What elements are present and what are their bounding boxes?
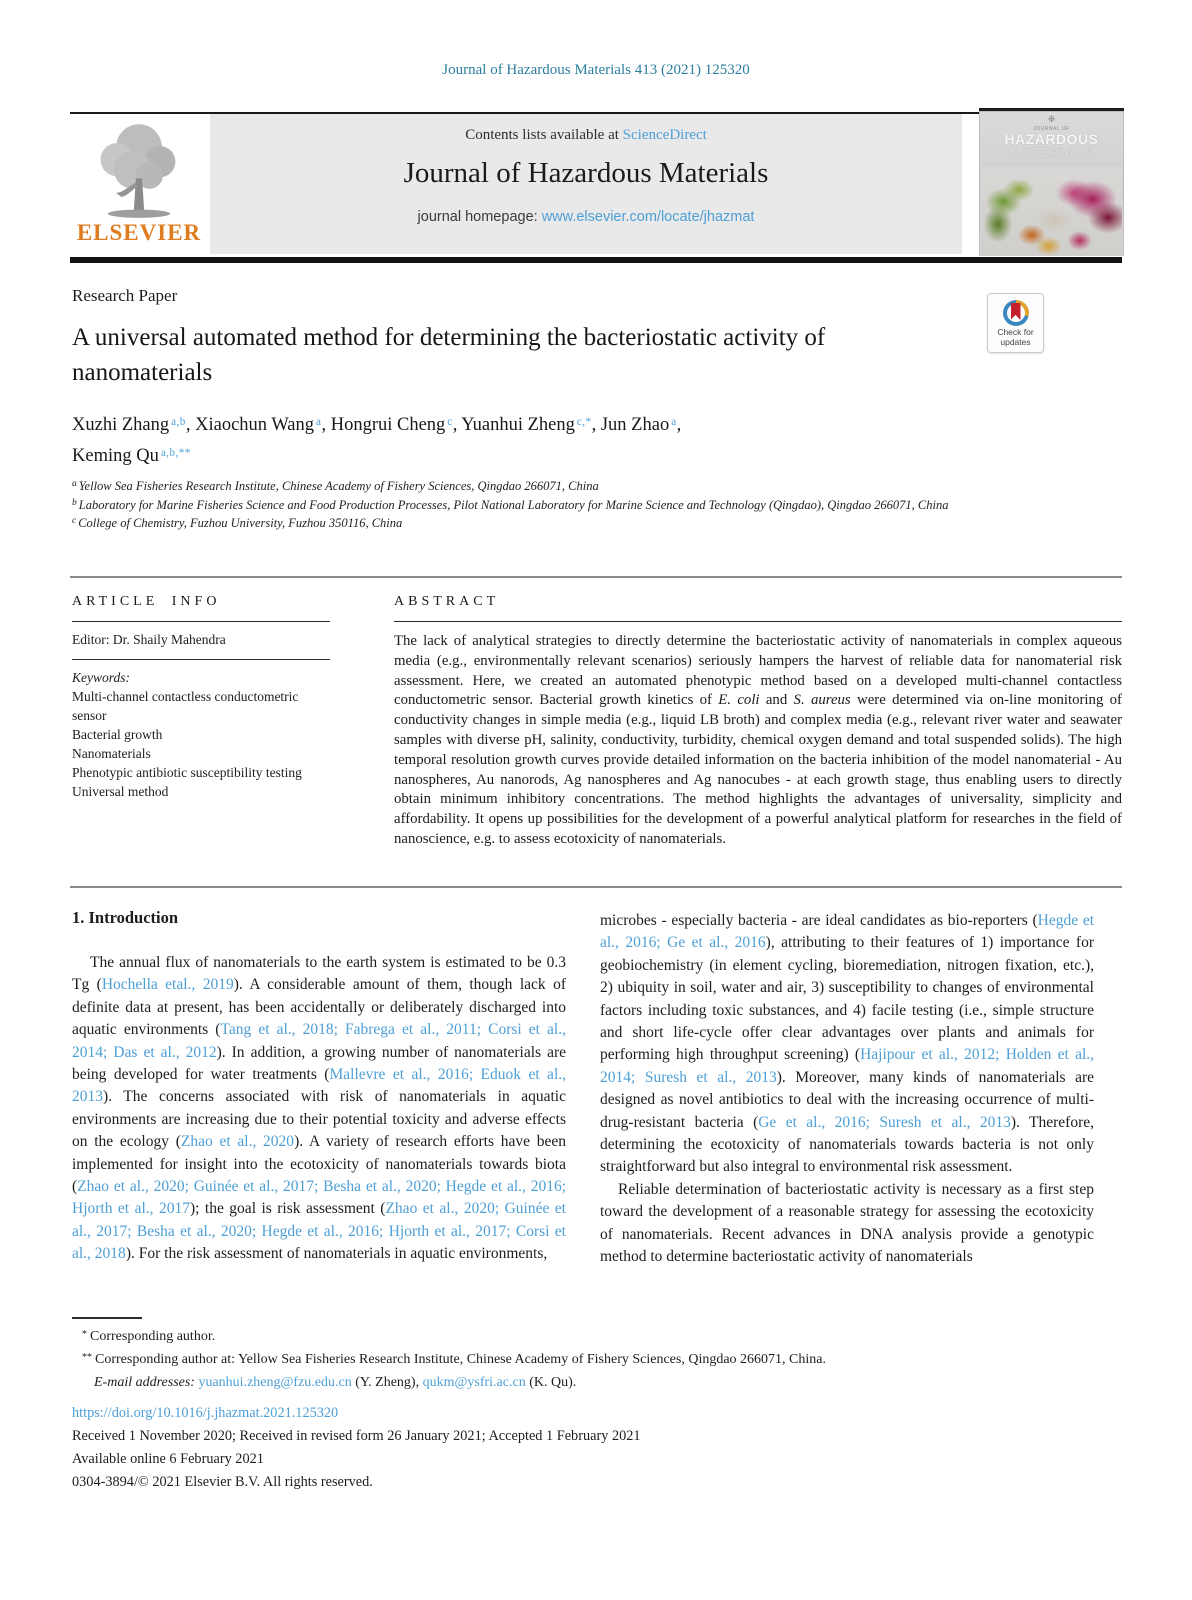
footnote-emails (72, 1372, 992, 1394)
affiliation-text: Laboratory for Marine Fisheries Science and Food Production Processes, Pilot National Laboratory for Marine Science and Technology (Qingdao), Qingdao 266071, China (78, 497, 949, 512)
text-link[interactable]: Zhao et al., 2020; Guinée et al., 2017; Besha et al., 2020; Hegde et al., 2016; Hjorth et al., 2017 (72, 1178, 566, 1218)
text-link[interactable]: Tang et al., 2018; Fabrega et al., 2011; Corsi et al., 2014; Das et al., 2012 (72, 1021, 566, 1061)
text-segment: ). Therefore, determining the ecotoxicity of nanomaterials towards bacteria is not only straightforward but also integral to environmental risk assessment. (600, 1113, 1094, 1176)
text-segment: Keming Qu (72, 446, 159, 466)
text-segment: , (676, 415, 682, 435)
text-segment: ); the goal is risk assessment ( (189, 1200, 386, 1218)
text-link[interactable]: Ge et al., 2016; Suresh et al., 2013 (758, 1113, 1011, 1131)
text-segment: a,b (171, 416, 186, 429)
text-link[interactable]: Hegde et al., 2016; Ge et al., 2016 (600, 912, 1095, 952)
text-segment: ). A variety of research efforts have been implemented for insight into the ecotoxicity of nanomaterials towards biota ( (72, 1133, 566, 1196)
section-divider (70, 576, 1122, 578)
text-link[interactable]: Hochella etal., 2019 (101, 976, 234, 994)
text-segment: ). The concerns associated with risk of nanomaterials in aquatic environments are increasing due to their potential toxicity and adverse effects on the ecology ( (72, 1088, 566, 1151)
affiliation-marker: a (72, 479, 77, 490)
elsevier-wordmark: ELSEVIER (76, 220, 202, 245)
keyword-item: Bacterial growth (72, 727, 163, 742)
text-link[interactable]: Hajipour et al., 2012; Holden et al., 2014; Suresh et al., 2013 (600, 1046, 1094, 1086)
footnote-text: Corresponding author at: Yellow Sea Fisheries Research Institute, Chinese Academy of Fishery Sciences, Qingdao 266071, China. (95, 1352, 826, 1367)
divider (72, 621, 330, 622)
footnote-text: Corresponding author. (90, 1329, 216, 1344)
footnote-marker: * (82, 1328, 87, 1340)
homepage-prefix: journal homepage: (417, 209, 542, 225)
keywords-label: Keywords: (72, 670, 130, 685)
author-list (72, 411, 681, 473)
cover-elsevier-mini-icon: ❉ (1047, 114, 1056, 124)
running-head-citation: Journal of Hazardous Materials 413 (2021) 125320 (442, 62, 750, 78)
affiliation-row (72, 478, 972, 497)
introduction-heading: 1. Introduction (72, 908, 179, 927)
article-info-heading: ARTICLE INFO (72, 594, 221, 609)
copyright-line: 0304-3894/© 2021 Elsevier B.V. All rights reserved. (72, 1474, 373, 1490)
introduction-paragraph (600, 1179, 1094, 1269)
text-segment: ). A considerable amount of them, though lack of definite data at present, has been accidentally or deliberately discharged into aquatic environments ( (72, 976, 566, 1039)
check-badge-label: Check for updates (997, 327, 1034, 347)
cover-title-line1: HAZARDOUS (1004, 131, 1099, 147)
elsevier-tree-icon (70, 118, 208, 222)
contents-line (210, 127, 962, 144)
journal-title: Journal of Hazardous Materials (403, 157, 769, 189)
affiliation-row (72, 515, 972, 534)
affiliation-marker: c (72, 516, 77, 527)
text-segment: ). Moreover, many kinds of nanomaterials are designed as novel antibiotics to deal with the increasing occurrence of multi-drug-resistant bacteria ( (600, 1068, 1095, 1131)
text-segment: S. aureus (793, 692, 851, 709)
text-segment: and (759, 692, 794, 709)
text-segment: a (316, 416, 322, 429)
footnotes (72, 1326, 992, 1394)
keywords-list (72, 687, 330, 801)
article-footer (72, 1402, 641, 1494)
keyword-item: Universal method (72, 784, 169, 799)
introduction-right-column (600, 910, 1094, 1269)
text-link[interactable]: Zhao et al., 2020; Guinée et al., 2017; Besha et al., 2020; Hegde et al., 2016; Hjorth et al., 2017; Corsi et al., 2018 (72, 1200, 566, 1263)
article-type-label: Research Paper (72, 286, 178, 305)
text-segment: E. coli (718, 692, 760, 709)
sciencedirect-link[interactable]: ScienceDirect (622, 127, 707, 143)
text-segment: The lack of analytical strategies to directly determine the bacteriostatic activity of nanomaterials in complex aqueous media (e.g., environmentally relevant scenarios) seriously hampers the harvest of reliable data for nanomaterial risk assessment. Here, we created an automated phenotypic method based on a developed multi-channel contactless conductometric sensor. Bacterial growth kinetics of (394, 633, 1122, 709)
cover-title-line2: MATERIALS (1009, 145, 1094, 160)
author-line-1 (72, 411, 681, 442)
affiliation-marker: b (72, 497, 77, 508)
divider (394, 621, 1122, 622)
text-segment: , Xiaochun Wang (185, 415, 315, 435)
affiliations (72, 478, 972, 534)
text-segment: were determined via on-line monitoring of conductivity changes in simple media (e.g., liquid LB broth) and complex media (e.g., relevant river water and seawater samples with diverse pH, salinity, conductivity, turbidity, chemical oxygen demand and total suspended solids). The high temporal resolution growth curves provide detailed information on the bacteria inhibition of the model nanomaterial - Au nanospheres, Au nanorods, Ag nanospheres and Ag nanocubes - at each growth stage, thus enabling users to directly obtain minimum inhibitory concentrations. The method highlights the advantages of universality, simplicity and affordability. It opens up possibilities for the development of a powerful analytical platform for researches in the field of nanoscience, e.g. to assess ecotoxicity of nanomaterials. (394, 692, 1122, 847)
text-link[interactable]: yuanhui.zheng@fzu.edu.cn (198, 1375, 352, 1390)
text-segment: , Hongrui Cheng (321, 415, 446, 435)
text-segment: ). In addition, a growing number of nanomaterials are being developed for water treatments ( (72, 1043, 566, 1084)
text-segment: (Y. Zheng), (351, 1375, 423, 1390)
homepage-link[interactable]: www.elsevier.com/locate/jhazmat (541, 209, 755, 225)
abstract-section (394, 594, 1122, 850)
journal-cover-image (979, 108, 1124, 256)
introduction-left-column (72, 908, 566, 1266)
text-segment: c (447, 416, 453, 429)
cover-kicker: JOURNAL OF (1033, 126, 1070, 132)
received-dates: Received 1 November 2020; Received in revised form 26 January 2021; Accepted 1 February 2021 (72, 1428, 641, 1444)
text-segment: , Yuanhui Zheng (452, 415, 575, 435)
text-segment: The annual flux of nanomaterials to the earth system is estimated to be 0.3 Tg ( (72, 954, 566, 994)
doi-link[interactable]: https://doi.org/10.1016/j.jhazmat.2021.125320 (72, 1405, 339, 1421)
affiliation-text: College of Chemistry, Fuzhou University, Fuzhou 350116, China (78, 516, 403, 530)
text-segment: a,b,** (160, 447, 191, 460)
footnote-marker: ** (82, 1351, 92, 1363)
abstract-text (394, 632, 1122, 850)
footnote-divider (72, 1317, 142, 1319)
text-segment: (K. Qu). (525, 1375, 577, 1390)
introduction-paragraph (72, 952, 566, 1266)
text-segment: ), attributing to their features of 1) importance for geobiochemistry (in element cycling, bioremediation, nitrogen fixation, etc.), 2) ubiquity in soil, water and air, 3) susceptibility to changes of environmental factors including toxic substances, and 4) facile testing (i.e., simple structure and short life-cycle offer clear advantages over plants and animals for performing high throughput screening) ( (600, 934, 1094, 1064)
article-title: A universal automated method for determining the bacteriostatic activity of nanomaterials (72, 324, 826, 386)
editor-line: Editor: Dr. Shaily Mahendra (72, 632, 226, 647)
keyword-item: Multi-channel contactless conductometric sensor (72, 689, 299, 723)
article-info-section (72, 594, 330, 801)
check-updates-icon (1003, 300, 1029, 326)
header-bottom-bar (70, 257, 1122, 263)
keyword-item: Nanomaterials (72, 746, 151, 761)
text-link[interactable]: Mallevre et al., 2016; Eduok et al., 2013 (72, 1066, 566, 1106)
check-for-updates-badge[interactable] (987, 293, 1044, 353)
available-online: Available online 6 February 2021 (72, 1451, 264, 1467)
world-map-graphic (981, 167, 1122, 256)
text-link[interactable]: qukm@ysfri.ac.cn (422, 1375, 526, 1390)
homepage-line (210, 209, 962, 225)
text-segment: a (671, 416, 677, 429)
text-segment: ). For the risk assessment of nanomaterials in aquatic environments, (125, 1245, 548, 1263)
text-segment: , Jun Zhao (591, 415, 670, 435)
text-segment: E-mail addresses: (94, 1375, 199, 1390)
author-line-2 (72, 442, 681, 473)
text-link[interactable]: Zhao et al., 2020 (180, 1133, 295, 1151)
affiliation-text: Yellow Sea Fisheries Research Institute, Chinese Academy of Fishery Sciences, Qingdao 266071, China (78, 479, 599, 493)
divider (72, 659, 330, 660)
text-segment: Reliable determination of bacteriostatic activity is necessary as a first step toward the development of a reasonable strategy for assessing the ecotoxicity of nanomaterials. Recent advances in DNA analysis provide a genotypic method to determine bacteriostatic activity of nanomaterials (600, 1180, 1094, 1266)
text-segment: microbes - especially bacteria - are ideal candidates as bio-reporters ( (600, 912, 1038, 929)
footnote-corresponding (72, 1326, 992, 1349)
abstract-heading: ABSTRACT (394, 594, 500, 609)
bookmark-icon (1011, 303, 1021, 320)
elsevier-logo (70, 118, 208, 254)
introduction-paragraph (600, 910, 1094, 1179)
text-segment: c,* (576, 416, 592, 429)
affiliation-row (72, 497, 972, 516)
keyword-item: Phenotypic antibiotic susceptibility testing (72, 765, 302, 780)
journal-header-box (210, 114, 962, 254)
footnote-corresponding-at (72, 1349, 992, 1372)
contents-prefix: Contents lists available at (465, 127, 623, 143)
section-divider (70, 886, 1122, 888)
text-segment: Xuzhi Zhang (72, 415, 170, 435)
